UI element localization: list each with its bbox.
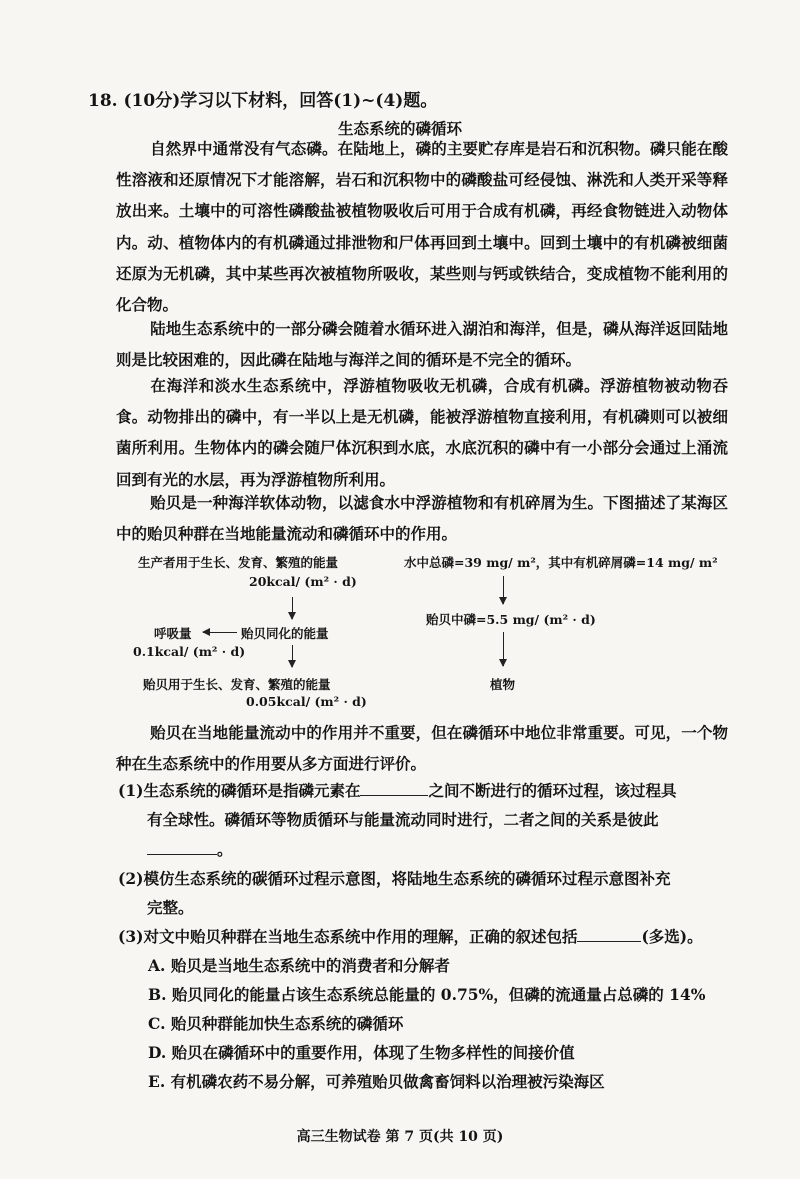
q3-text-b: (多选)。	[641, 927, 703, 946]
respiration-label: 呼吸量	[154, 626, 192, 641]
q1-line2: 有全球性。磷循环等物质循环与能量流动同时进行，二者之间的关系是彼此	[147, 810, 659, 829]
paragraph-2	[116, 313, 728, 375]
q3-stem	[118, 925, 703, 947]
q1-blank-1[interactable]	[360, 781, 428, 796]
energy-top-value: 20kcal/ (m² · d)	[249, 574, 357, 589]
q3-option-a: A. 贻贝是当地生态系统中的消费者和分解者	[148, 956, 450, 975]
question-header: 18. (10分)学习以下材料，回答(1)~(4)题。	[88, 91, 438, 111]
q1-text-a: (1)生态系统的磷循环是指磷元素在	[118, 781, 361, 800]
paragraph-3	[116, 370, 728, 495]
energy-top-label: 生产者用于生长、发育、繁殖的能量	[138, 555, 339, 570]
q1-text-b: 之间不断进行的循环过程，该过程具	[428, 781, 677, 800]
q2-line1: (2)模仿生态系统的碳循环过程示意图，将陆地生态系统的磷循环过程示意图补充	[118, 869, 671, 888]
paragraph-4-text: 贻贝是一种海洋软体动物，以滤食水中浮游植物和有机碎屑为生。下图描述了某海区中的贻贝种群在当地能量流动和磷循环中的作用。	[116, 493, 728, 544]
q3-text-a: (3)对文中贻贝种群在当地生态系统中作用的理解，正确的叙述包括	[118, 927, 578, 946]
arrow-left-icon	[203, 632, 237, 633]
arrow-down-icon	[503, 576, 504, 604]
q3-option-b: B. 贻贝同化的能量占该生态系统总能量的 0.75%，但磷的流通量占总磷的 14%	[148, 985, 706, 1004]
growth-label: 贻贝用于生长、发育、繁殖的能量	[143, 677, 331, 692]
paragraph-2-text: 陆地生态系统中的一部分磷会随着水循环进入湖泊和海洋，但是，磷从海洋返回陆地则是比较困难的，因此磷在陆地与海洋之间的循环是不完全的循环。	[116, 319, 728, 370]
water-phosphorus: 水中总磷=39 mg/ m²，其中有机碎屑磷=14 mg/ m²	[404, 555, 718, 570]
q3-option-d: D. 贻贝在磷循环中的重要作用，体现了生物多样性的间接价值	[148, 1043, 575, 1062]
q3-option-e: E. 有机磷农药不易分解，可养殖贻贝做禽畜饲料以治理被污染海区	[148, 1072, 605, 1091]
q1-blank-2[interactable]	[147, 840, 217, 855]
page-footer: 高三生物试卷 第 7 页(共 10 页)	[296, 1129, 504, 1145]
respiration-value: 0.1kcal/ (m² · d)	[133, 644, 246, 659]
conclusion-paragraph	[116, 717, 728, 779]
arrow-down-icon	[292, 645, 293, 667]
paragraph-1	[116, 133, 728, 320]
paragraph-1-text: 自然界中通常没有气态磷。在陆地上，磷的主要贮存库是岩石和沉积物。磷只能在酸性溶液和还原情况下才能溶解，岩石和沉积物中的磷酸盐可经侵蚀、淋洗和人类开采等释放出来。土壤中的可溶性磷酸盐被植物吸收后可用于合成有机磷，再经食物链进入动物体内。动、植物体内的有机磷通过排泄物和尸体再回到土壤中。回到土壤中的有机磷被细菌还原为无机磷，其中某些再次被植物所吸收，某些则与钙或铁结合，变成植物不能利用的化合物。	[116, 139, 728, 315]
q3-option-c: C. 贻贝种群能加快生态系统的磷循环	[148, 1014, 404, 1033]
paragraph-3-text: 在海洋和淡水生态系统中，浮游植物吸收无机磷，合成有机磷。浮游植物被动物吞食。动物排出的磷中，有一半以上是无机磷，能被浮游植物直接利用，有机磷则可以被细菌所利用。生物体内的磷会随尸体沉积到水底，水底沉积的磷中有一小部分会通过上涌流回到有光的水层，再为浮游植物所利用。	[116, 376, 728, 489]
q3-blank[interactable]	[577, 927, 641, 942]
mussel-phosphorus: 贻贝中磷=5.5 mg/ (m² · d)	[426, 612, 596, 627]
plant-label: 植物	[490, 677, 516, 692]
arrow-down-icon	[292, 597, 293, 619]
conclusion-text: 贻贝在当地能量流动中的作用并不重要，但在磷循环中地位非常重要。可见，一个物种在生态系统中的作用要从多方面进行评价。	[116, 723, 728, 774]
q1-line3	[147, 838, 233, 860]
q1-line1	[118, 779, 676, 801]
article-title: 生态系统的磷循环	[337, 119, 462, 138]
q2-line2: 完整。	[147, 898, 194, 917]
assimilated-label: 贻贝同化的能量	[241, 626, 329, 641]
arrow-down-icon	[503, 632, 504, 666]
paragraph-4	[116, 487, 728, 549]
q1-end: 。	[217, 840, 233, 859]
growth-value: 0.05kcal/ (m² · d)	[246, 694, 367, 709]
